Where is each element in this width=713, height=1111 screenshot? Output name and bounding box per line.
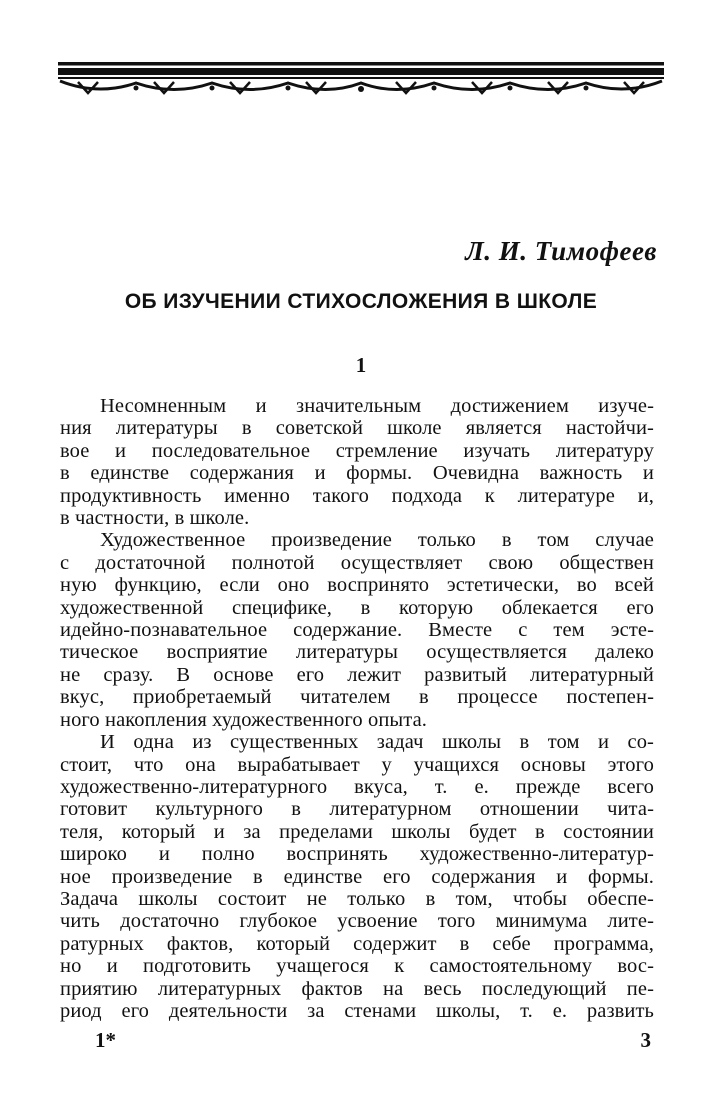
text-line: с достаточной полнотой осуществляет свою обществен: [60, 551, 654, 574]
text-line: широко и полно воспринять художественно-литератур-: [60, 843, 654, 866]
text-line: но и подготовить учащегося к самостоятельному вос-: [60, 955, 654, 978]
text-line: риод его деятельности за стенами школы, т. е. развить: [60, 999, 654, 1022]
text-line: продуктивность именно такого подхода к литературе и,: [60, 484, 654, 507]
text-line: ную функцию, если оно воспринято эстетически, во всей: [60, 574, 654, 597]
text-line: чить достаточно глубокое усвоение того минимума лите-: [60, 910, 654, 933]
printer-signature-mark: 1*: [95, 1028, 116, 1052]
text-line: ния литературы в советской школе является настойчи-: [60, 417, 654, 440]
section-number: 1: [355, 353, 367, 377]
text-line: приятию литературных фактов на весь последующий пе-: [60, 977, 654, 1000]
text-line: ного накопления художественного опыта.: [60, 708, 428, 731]
text-line: идейно-познавательное содержание. Вместе с тем эсте-: [60, 619, 654, 642]
decorative-header-ornament: [58, 62, 664, 100]
article-title: ОБ ИЗУЧЕНИИ СТИХОСЛОЖЕНИЯ В ШКОЛЕ: [124, 290, 598, 313]
text-line: Художественное произведение только в том случае: [100, 529, 654, 552]
page-number: 3: [640, 1028, 651, 1052]
text-line: не сразу. В основе его лежит развитый литературный: [60, 663, 654, 686]
text-line: стоит, что она вырабатывает у учащихся основы этого: [60, 753, 654, 776]
text-line: вкус, приобретаемый читателем в процессе постепен-: [60, 686, 654, 709]
author-name: Л. И. Тимофеев: [465, 236, 657, 266]
text-line: художественной специфике, в которую облекается его: [60, 596, 654, 619]
text-line: готовит культурного в литературном отношении чита-: [60, 798, 654, 821]
text-line: в частности, в школе.: [60, 507, 250, 530]
text-line: И одна из существенных задач школы в том и со-: [100, 731, 654, 754]
text-line: Несомненным и значительным достижением изуче-: [100, 395, 654, 417]
text-line: теля, который и за пределами школы будет в состоянии: [60, 820, 654, 843]
text-line: Задача школы состоит не только в том, чтобы обеспе-: [60, 887, 654, 910]
text-line: в единстве содержания и формы. Очевидна важность и: [60, 462, 654, 485]
text-line: тическое восприятие литературы осуществляется далеко: [60, 641, 654, 664]
text-line: художественно-литературного вкуса, т. е. прежде всего: [60, 775, 654, 798]
text-line: ратурных фактов, который содержит в себе программа,: [60, 932, 654, 955]
body-text: [60, 395, 654, 1022]
text-line: вое и последовательное стремление изучать литературу: [60, 439, 654, 462]
text-line: ное произведение в единстве его содержания и формы.: [60, 865, 654, 888]
